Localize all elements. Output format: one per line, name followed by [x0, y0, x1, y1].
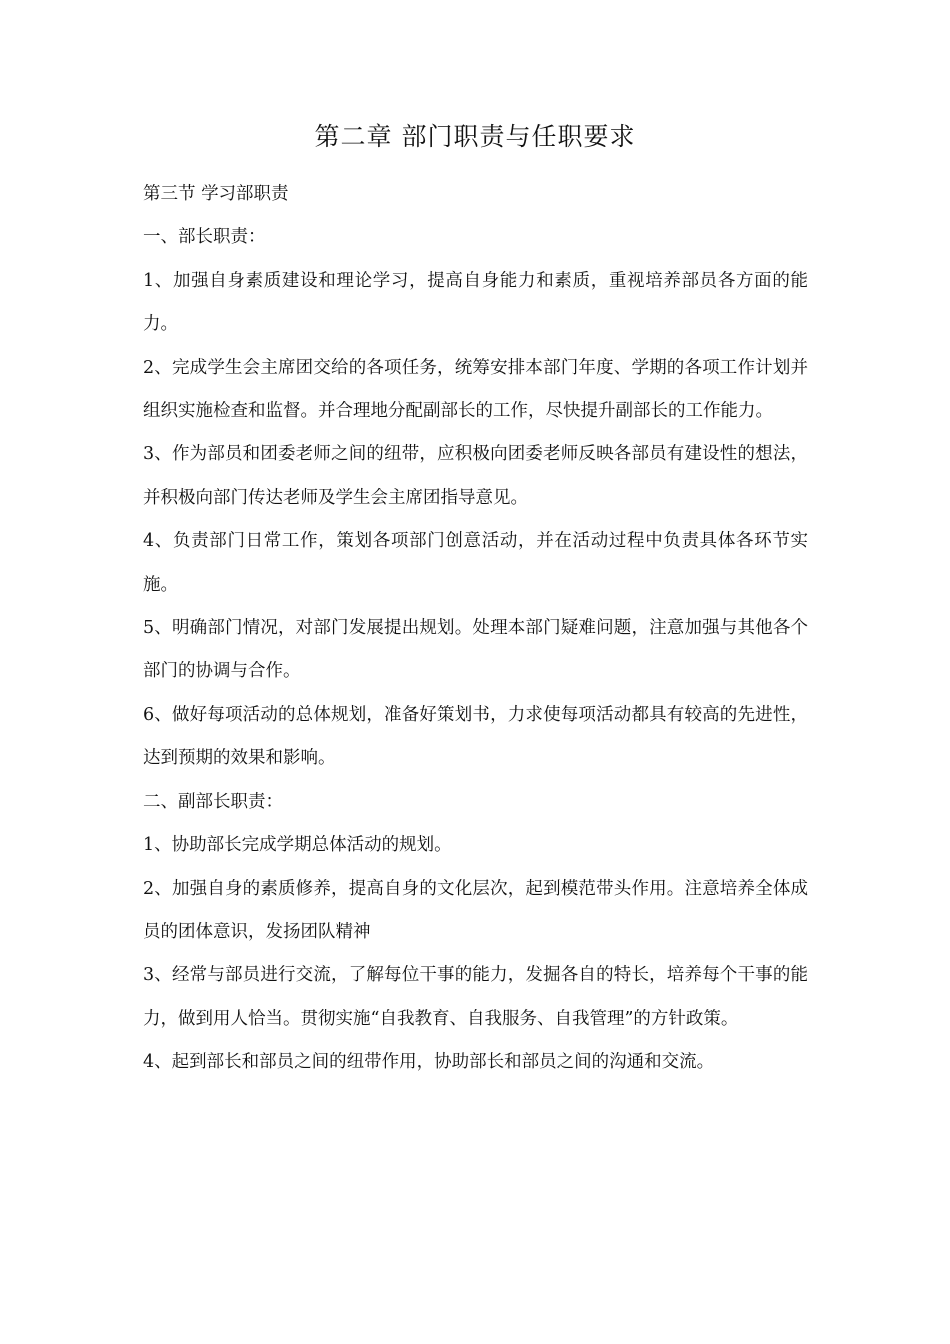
- chapter-title: 第二章 部门职责与任职要求: [314, 122, 636, 151]
- minister-duty-item: 5、明确部门情况，对部门发展提出规划。处理本部门疑难问题，注意加强与其他各个部门的协调与合作。: [143, 618, 808, 682]
- minister-duty-item: 4、负责部门日常工作，策划各项部门创意活动，并在活动过程中负责具体各环节实施。: [143, 531, 808, 595]
- section-heading: 第三节 学习部职责: [143, 184, 289, 204]
- minister-duty-item: 6、做好每项活动的总体规划，准备好策划书，力求使每项活动都具有较高的先进性，达到预期的效果和影响。: [143, 704, 808, 769]
- document-body: [143, 173, 808, 1085]
- vice-minister-duties-heading: 二、副部长职责：: [143, 791, 283, 812]
- vice-minister-duty-item: 4、起到部长和部员之间的纽带作用，协助部长和部员之间的沟通和交流。: [143, 1052, 715, 1073]
- minister-duty-item: 1、加强自身素质建设和理论学习，提高自身能力和素质，重视培养部员各方面的能力。: [143, 270, 808, 335]
- minister-duties-heading: 一、部长职责：: [143, 227, 266, 248]
- minister-duty-item: 3、作为部员和团委老师之间的纽带，应积极向团委老师反映各部员有建设性的想法，并积极向部门传达老师及学生会主席团指导意见。: [143, 444, 808, 508]
- minister-duty-item: 2、完成学生会主席团交给的各项任务，统筹安排本部门年度、学期的各项工作计划并组织实施检查和监督。并合理地分配副部长的工作，尽快提升副部长的工作能力。: [143, 357, 808, 422]
- vice-minister-duty-item: 3、经常与部员进行交流，了解每位干事的能力，发掘各自的特长，培养每个干事的能力，做到用人恰当。贯彻实施“自我教育、自我服务、自我管理”的方针政策。: [143, 965, 808, 1029]
- vice-minister-duty-item: 2、加强自身的素质修养，提高自身的文化层次，起到模范带头作用。注意培养全体成员的团体意识，发扬团队精神: [143, 878, 808, 942]
- vice-minister-duty-item: 1、协助部长完成学期总体活动的规划。: [143, 835, 452, 856]
